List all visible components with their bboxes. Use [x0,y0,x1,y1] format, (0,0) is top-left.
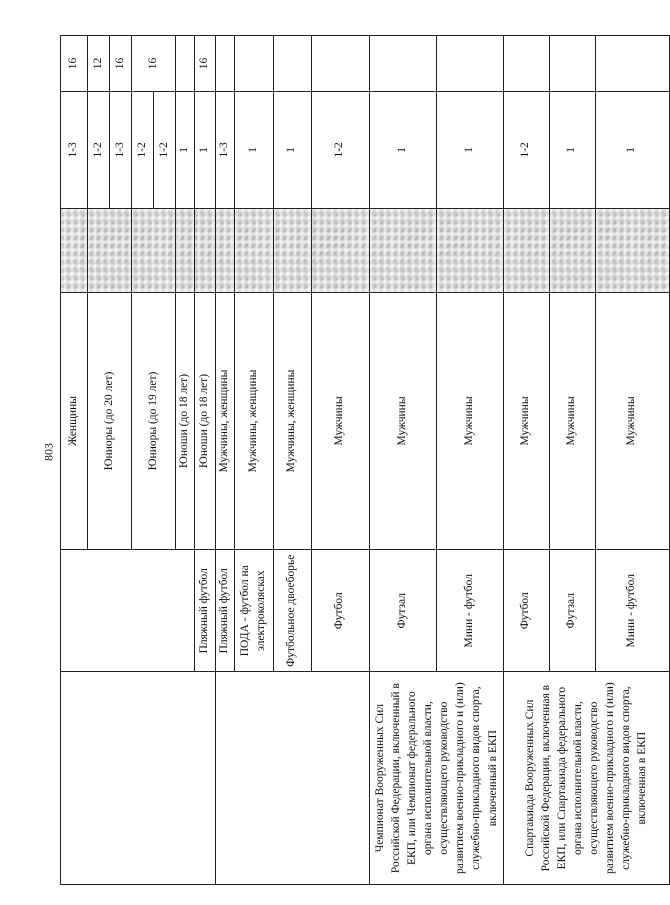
shaded-cell [549,208,595,292]
shaded-cell [176,208,195,292]
place-cell: 1 [436,91,503,208]
shaded-cell [234,208,273,292]
table-row [503,36,549,885]
place-cell: 1 [273,91,311,208]
shaded-cell [194,208,215,292]
shaded-cell [88,208,132,292]
place-split-cell [132,91,176,208]
discipline-cell: Мини - футбол [595,550,669,672]
age-cell [234,36,273,92]
discipline-cell: ПОДА - футбол на электроколясках [234,550,273,672]
gender-cell: Мужчины, женщины [273,292,311,550]
event-cell-empty [215,672,369,885]
shaded-cell [215,208,234,292]
age-cell [503,36,549,92]
place-cell: 1-3 [215,91,234,208]
event-cell: Чемпионат Вооруженных Сил Российской Федерации, включенный в ЕКП, или Чемпионат федерального органа исполнительной власти, осуществляющего руководство развитием военно-прикладного и (или) служебно-прикладного видов спорта, включенный в ЕКП [369,672,503,885]
gender-cell: Мужчины [436,292,503,550]
discipline-cell: Пляжный футбол [194,550,215,672]
discipline-cell-empty [61,550,195,672]
place-cell: 1-2 [311,91,369,208]
age-cell: 16 [61,36,88,92]
gender-cell: Юниоры (до 20 лет) [88,292,132,550]
shaded-cell [61,208,88,292]
age-cell: 16 [194,36,215,92]
table-row [61,36,88,885]
place-value: 1-2 [88,92,110,208]
place-value: 1-3 [114,142,126,158]
age-cell [273,36,311,92]
place-cell: 1-3 [61,91,88,208]
shaded-cell [595,208,669,292]
discipline-cell: Футзал [549,550,595,672]
age-cell [369,36,436,92]
gender-cell: Мужчины, женщины [234,292,273,550]
shaded-cell [132,208,176,292]
place-cell: 1-2 [503,91,549,208]
discipline-cell: Футзал [369,550,436,672]
shaded-cell [369,208,436,292]
shaded-cell [311,208,369,292]
gender-cell: Юноши (до 18 лет) [194,292,215,550]
rotated-page [60,35,649,885]
age-cell: 16 [132,36,176,92]
place-cell: 1 [194,91,215,208]
place-value: 1-2 [132,92,154,208]
gender-cell: Мужчины [549,292,595,550]
event-cell: Спартакиада Вооруженных Сил Российской Федерации, включенная в ЕКП, или Спартакиада федерального органа исполнительной власти, осуществляющего руководство развитием военно-прикладного и (или) служебно-прикладного видов спорта, включенная в ЕКП [503,672,669,885]
discipline-cell: Футбол [503,550,549,672]
place-split-cell [88,91,132,208]
discipline-cell: Футбольное двоеборье [273,550,311,672]
place-cell: 1 [595,91,669,208]
place-cell: 1 [234,91,273,208]
place-cell: 1 [549,91,595,208]
gender-cell: Юноши (до 18 лет) [176,292,195,550]
age-cell [549,36,595,92]
age-value: 16 [114,57,126,70]
sport-table [60,35,670,885]
discipline-cell: Пляжный футбол [215,550,234,672]
page-number: 803 [41,443,56,461]
gender-cell: Мужчины [311,292,369,550]
gender-cell: Мужчины, женщины [215,292,234,550]
age-split-cell [88,36,132,92]
shaded-cell [436,208,503,292]
age-cell [595,36,669,92]
shaded-cell [503,208,549,292]
place-value: 1-2 [158,142,170,158]
discipline-cell: Футбол [311,550,369,672]
place-cell: 1 [369,91,436,208]
gender-cell: Юниоры (до 19 лет) [132,292,176,550]
gender-cell: Мужчины [369,292,436,550]
discipline-cell: Мини - футбол [436,550,503,672]
age-cell [215,36,234,92]
shaded-cell [273,208,311,292]
age-cell [176,36,195,92]
place-cell: 1 [176,91,195,208]
table-container [60,35,649,885]
gender-cell: Женщины [61,292,88,550]
age-value: 12 [88,36,110,91]
event-cell-empty [61,672,216,885]
table-row [369,36,436,885]
age-cell [436,36,503,92]
gender-cell: Мужчины [595,292,669,550]
table-row [215,36,234,885]
gender-cell: Мужчины [503,292,549,550]
age-cell [311,36,369,92]
